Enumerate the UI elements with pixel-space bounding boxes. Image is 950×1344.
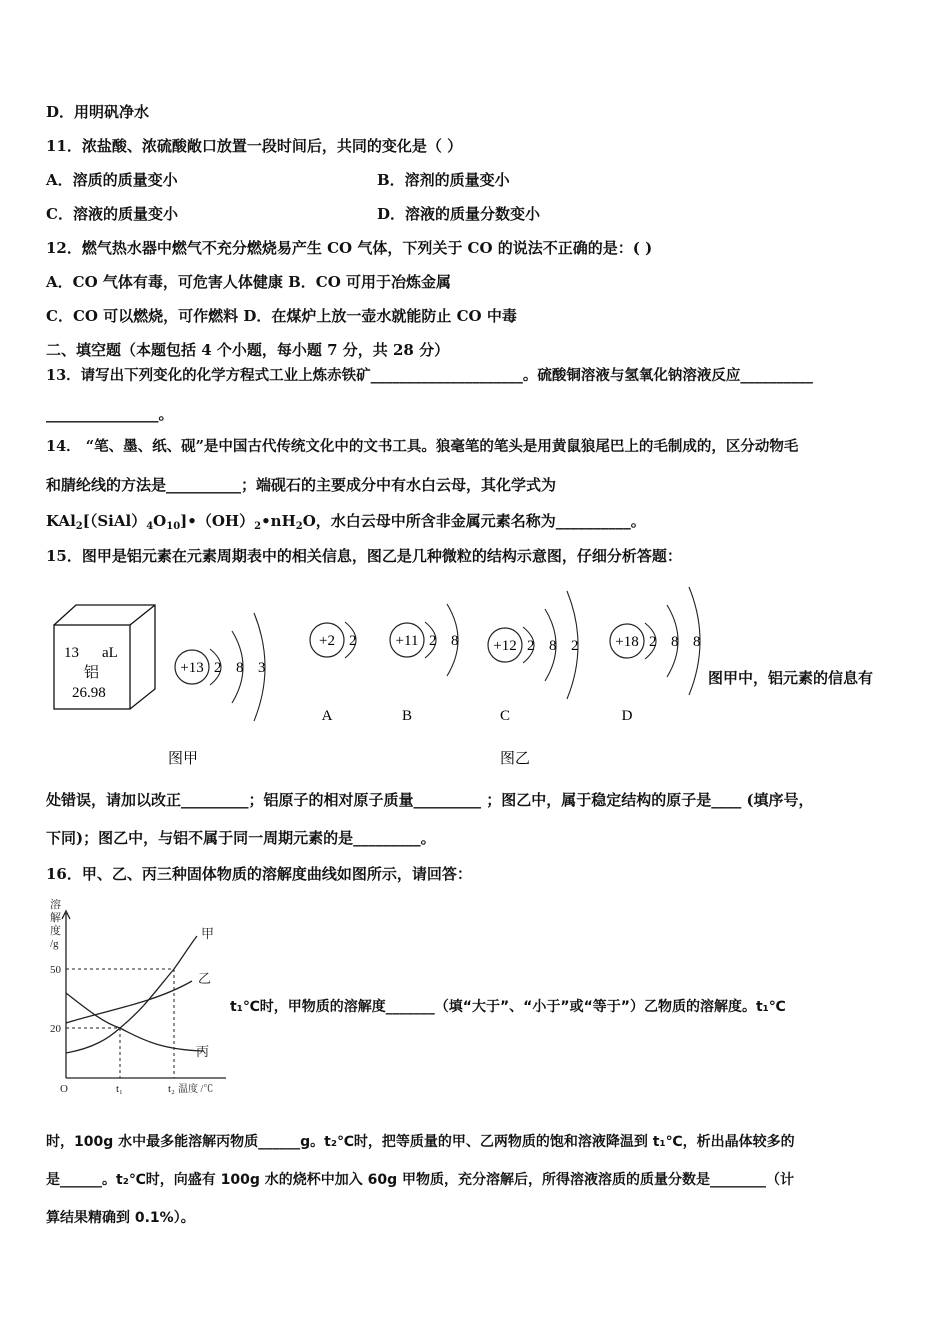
q12-stem: 12．燃气热水器中燃气不充分燃烧易产生 CO 气体，下列关于 CO 的说法不正确的是：( )	[46, 239, 653, 257]
y-label-char: 溶	[50, 899, 61, 911]
q13-line2: _______________。	[46, 405, 174, 423]
origin-label: O	[60, 1083, 68, 1095]
y-label-char: /g	[50, 938, 59, 950]
q12-options-ab: A．CO 气体有毒，可危害人体健康 B．CO 可用于冶炼金属	[46, 273, 451, 291]
subscript: 10	[166, 521, 181, 532]
shell-electron-count: 8	[693, 634, 701, 650]
shell-electron-count: 2	[649, 634, 657, 650]
q16-line3: 是______。t₂℃时，向盛有 100g 水的烧杯中加入 60g 甲物质，充分溶解后，所得溶液溶质的质量分数是________（计	[46, 1172, 795, 1188]
q13-line1: 13．请写出下列变化的化学方程式工业上炼赤铁矿_____________________。硫酸铜溶液与氢氧化钠溶液反应__________	[46, 367, 813, 384]
curve-yi	[66, 981, 192, 1023]
section-heading: 二、填空题（本题包括 4 个小题，每小题 7 分，共 28 分）	[46, 341, 450, 359]
curve-bing	[66, 993, 204, 1051]
nucleus-charge: +12	[493, 638, 517, 654]
q11-options-row1	[46, 170, 646, 190]
formula-part: O	[153, 512, 167, 530]
shell-electron-count: 8	[236, 660, 244, 676]
element-symbol: aL	[102, 645, 118, 661]
subscript: 2	[75, 521, 83, 532]
element-number: 13	[64, 645, 79, 661]
formula-part: ]•（OH）	[180, 512, 255, 530]
aluminum-atom-diagram	[175, 613, 266, 721]
atom-label: D	[621, 708, 633, 724]
q11-options-row2	[46, 204, 646, 224]
atom-diagram-B	[390, 604, 459, 724]
shell-electron-count: 2	[429, 633, 437, 649]
atom-label: C	[499, 708, 511, 724]
q11-option-c: C．溶液的质量变小	[46, 205, 178, 223]
label-yi: 乙	[198, 971, 212, 986]
curve-jia	[66, 936, 197, 1053]
y-label-char: 度	[50, 925, 61, 937]
shell-electron-count: 2	[349, 633, 357, 649]
subscript: 2	[295, 521, 303, 532]
q11-option-d: D．溶液的质量分数变小	[377, 205, 541, 223]
q11-option-a: A．溶质的质量变小	[46, 171, 178, 189]
formula-part: KAl	[46, 512, 76, 530]
q15-line2: 下同)；图乙中，与铝不属于同一周期元素的是_________。	[46, 829, 436, 847]
q10-option-d: D．用明矾净水	[46, 103, 150, 121]
q15-side-text: 图甲中，铝元素的信息有	[708, 669, 874, 687]
subscript: 2	[254, 521, 262, 532]
caption-figure-yi: 图乙	[500, 749, 531, 767]
atom-label: A	[321, 708, 333, 724]
caption-figure-jia: 图甲	[168, 749, 199, 767]
shell-electron-count: 3	[258, 660, 266, 676]
label-bing: 丙	[196, 1044, 210, 1059]
q14-line1: 14． “笔、墨、纸、砚”是中国古代传统文化中的文书工具。狼毫笔的笔头是用黄鼠狼尾巴上的毛制成的，区分动物毛	[46, 438, 799, 455]
label-jia: 甲	[201, 926, 215, 941]
q11-stem: 11．浓盐酸、浓硫酸敞口放置一段时间后，共同的变化是（ ）	[46, 137, 463, 155]
nucleus-charge: +13	[180, 660, 204, 676]
nucleus-charge: +11	[395, 633, 419, 649]
formula-part: •nH	[261, 512, 296, 530]
q12-options-cd: C．CO 可以燃烧，可作燃料 D．在煤炉上放一壶水就能防止 CO 中毒	[46, 307, 517, 325]
q15-line1: 处错误，请加以改正_________；铝原子的相对原子质量_________ ；图乙中，属于稳定结构的原子是____ (填序号，	[46, 791, 814, 809]
shell-electron-count: 2	[527, 638, 535, 654]
element-mass: 26.98	[72, 685, 106, 701]
q16-line1: t₁℃时，甲物质的溶解度_______（填“大于”、“小于”或“等于”）乙物质的溶解度。t₁℃	[230, 999, 786, 1015]
q14-formula-line	[46, 511, 646, 537]
element-name: 铝	[84, 665, 100, 681]
y-tick-50: 50	[50, 964, 61, 976]
formula-part: [（SiAl）	[82, 512, 147, 530]
subscript: 4	[146, 521, 154, 532]
shell-electron-count: 8	[549, 638, 557, 654]
solubility-curve-chart	[44, 893, 234, 1098]
q16-stem: 16．甲、乙、丙三种固体物质的溶解度曲线如图所示，请回答：	[46, 865, 472, 883]
shell-electron-count: 8	[671, 634, 679, 650]
atom-diagram-C	[488, 591, 579, 724]
q15-stem: 15．图甲是铝元素在元素周期表中的相关信息，图乙是几种微粒的结构示意图，仔细分析答题：	[46, 547, 682, 565]
atom-diagram-A	[310, 622, 357, 724]
x-tick-t1: t₁	[116, 1083, 123, 1095]
q16-line4: 算结果精确到 0.1%）。	[46, 1210, 195, 1226]
atom-diagram-D	[610, 587, 701, 724]
formula-part: O，水白云母中所含非金属元素名称为__________。	[302, 512, 646, 530]
shell-electron-count: 8	[451, 633, 459, 649]
q16-line2: 时，100g 水中最多能溶解丙物质______g。t₂℃时，把等质量的甲、乙两物质的饱和溶液降温到 t₁℃，析出晶体较多的	[46, 1134, 795, 1150]
shell-electron-count: 2	[214, 660, 222, 676]
x-tick-t2: t₂	[168, 1083, 175, 1095]
y-tick-20: 20	[50, 1023, 61, 1035]
q11-option-b: B．溶剂的质量变小	[377, 171, 510, 189]
q14-line2: 和腈纶线的方法是__________；端砚石的主要成分中有水白云母，其化学式为	[46, 476, 557, 494]
nucleus-charge: +18	[615, 634, 639, 650]
nucleus-charge: +2	[319, 633, 335, 649]
x-axis-label: 温度 /℃	[178, 1084, 214, 1095]
atom-label: B	[401, 708, 413, 724]
shell-electron-count: 2	[571, 638, 579, 654]
y-label-char: 解	[50, 912, 61, 924]
